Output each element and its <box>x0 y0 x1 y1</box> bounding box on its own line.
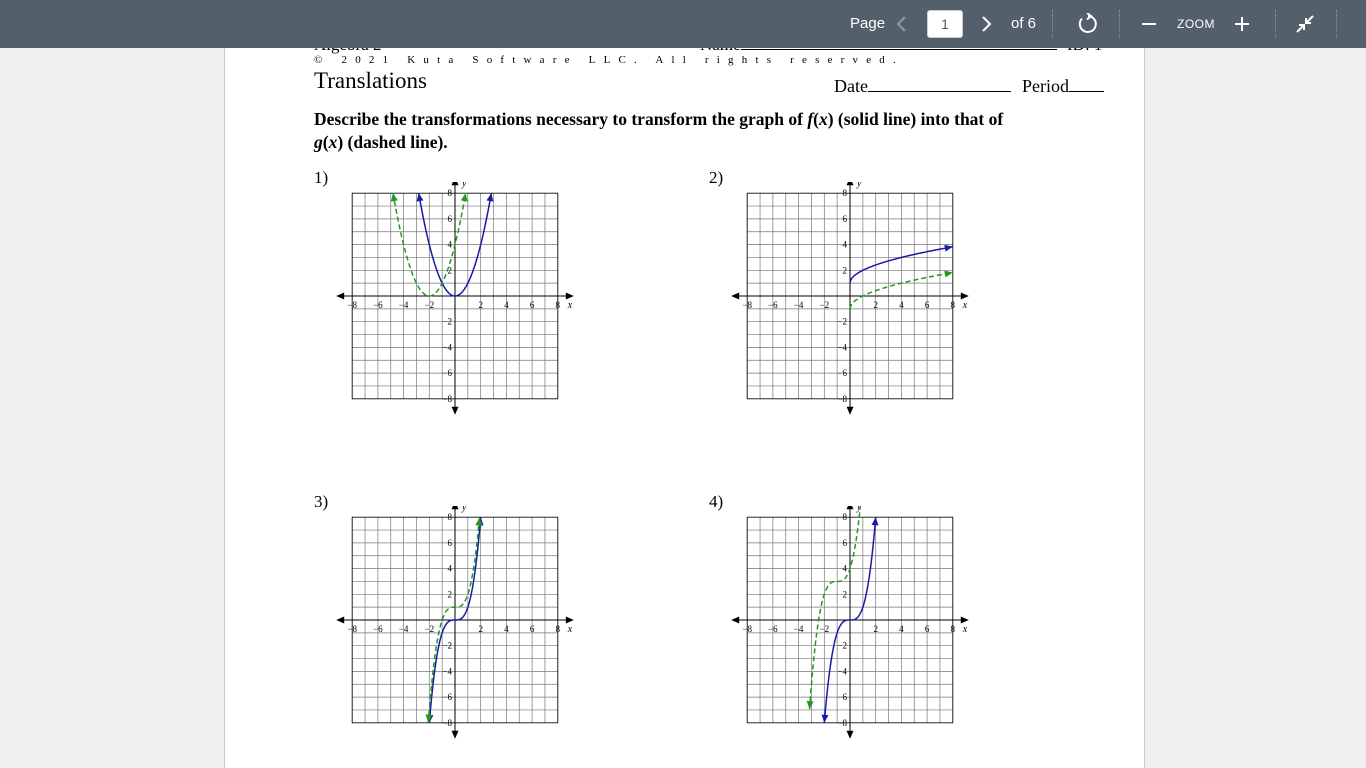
x-axis-arrow <box>566 617 574 624</box>
graph-1 <box>336 182 576 422</box>
x-axis-label: x <box>962 300 968 311</box>
y-tick-label: 8 <box>447 512 452 523</box>
zoom-label: ZOOM <box>1177 17 1215 31</box>
toolbar-divider <box>1119 10 1120 38</box>
x-tick-label: 4 <box>899 300 904 310</box>
toolbar-divider <box>1275 10 1276 38</box>
x-axis-arrow <box>731 293 739 300</box>
period-field: Period <box>1022 75 1104 97</box>
page-count-label: of 6 <box>1011 15 1037 32</box>
x-tick-label: 8 <box>555 300 561 310</box>
curve-arrow <box>944 245 952 252</box>
y-tick-label: −4 <box>442 342 452 353</box>
y-tick-label: −6 <box>442 692 452 703</box>
x-tick-label: 6 <box>529 300 535 310</box>
x-axis-arrow <box>566 293 574 300</box>
y-tick-label: 8 <box>447 188 452 199</box>
plus-icon <box>1234 16 1250 32</box>
rotate-icon <box>1076 13 1098 35</box>
x-tick-label: 6 <box>924 624 930 634</box>
x-tick-label: −6 <box>373 624 383 634</box>
y-tick-label: −4 <box>442 666 452 677</box>
collapse-icon <box>1295 14 1315 34</box>
zoom-in-button[interactable] <box>1226 8 1258 40</box>
problem-number: 4) <box>709 492 724 511</box>
y-tick-label: 4 <box>842 563 847 574</box>
y-tick-label: 4 <box>842 239 847 250</box>
y-tick-label: 8 <box>842 512 847 523</box>
graph-3 <box>336 506 576 746</box>
x-tick-label: 8 <box>950 300 956 310</box>
x-tick-label: −2 <box>819 624 830 634</box>
x-tick-label: −4 <box>398 300 409 310</box>
y-tick-label: −8 <box>442 717 452 728</box>
curve-arrow <box>391 193 398 201</box>
x-tick-label: −8 <box>347 624 357 634</box>
x-axis-arrow <box>336 293 344 300</box>
toolbar-divider <box>1336 10 1337 38</box>
previous-page-button[interactable] <box>886 8 918 40</box>
y-axis-arrow <box>847 407 854 415</box>
y-tick-label: −2 <box>442 316 452 327</box>
y-axis-label: y <box>462 506 467 514</box>
x-axis-arrow <box>961 293 969 300</box>
chevron-right-icon <box>978 16 994 32</box>
y-tick-label: 2 <box>447 265 452 276</box>
chevron-left-icon <box>894 16 910 32</box>
curve-arrow <box>461 193 468 201</box>
y-tick-label: 2 <box>447 589 452 600</box>
x-tick-label: −8 <box>347 300 357 310</box>
x-tick-label: −6 <box>373 300 383 310</box>
x-tick-label: −2 <box>424 624 435 634</box>
y-tick-label: −2 <box>442 640 452 651</box>
next-page-button[interactable] <box>970 8 1002 40</box>
curve-arrow <box>944 270 952 277</box>
curve-arrow <box>807 701 814 709</box>
x-tick-label: −2 <box>424 300 435 310</box>
x-tick-label: 4 <box>504 624 509 634</box>
rotate-button[interactable] <box>1071 8 1103 40</box>
worksheet-page <box>224 30 1145 768</box>
x-tick-label: −4 <box>793 300 804 310</box>
y-axis-arrow <box>847 731 854 739</box>
y-tick-label: −8 <box>442 393 452 404</box>
x-tick-label: 2 <box>478 624 483 634</box>
x-axis-arrow <box>336 617 344 624</box>
y-tick-label: 4 <box>447 239 452 250</box>
y-tick-label: 8 <box>842 188 847 199</box>
graph-4 <box>731 506 971 746</box>
y-axis-arrow <box>452 506 459 509</box>
y-tick-label: −2 <box>837 640 847 651</box>
x-tick-label: 2 <box>478 300 483 310</box>
x-tick-label: 4 <box>899 624 904 634</box>
x-tick-label: 4 <box>504 300 509 310</box>
x-tick-label: 8 <box>555 624 561 634</box>
x-axis-label: x <box>567 300 573 311</box>
x-tick-label: −6 <box>768 300 778 310</box>
y-tick-label: −2 <box>837 316 847 327</box>
pdf-toolbar <box>0 0 1366 48</box>
x-axis-arrow <box>961 617 969 624</box>
y-tick-label: 2 <box>842 265 847 276</box>
y-tick-label: −6 <box>442 368 452 379</box>
x-tick-label: −2 <box>819 300 830 310</box>
x-tick-label: −8 <box>742 300 752 310</box>
x-tick-label: 6 <box>529 624 535 634</box>
toolbar-divider <box>1052 10 1053 38</box>
y-tick-label: −8 <box>837 393 847 404</box>
x-tick-label: −8 <box>742 624 752 634</box>
problem-number: 2) <box>709 168 724 187</box>
y-tick-label: −4 <box>837 342 847 353</box>
y-tick-label: 6 <box>842 213 847 224</box>
y-axis-arrow <box>452 731 459 739</box>
curve-arrow <box>417 193 424 201</box>
x-tick-label: 6 <box>924 300 930 310</box>
y-axis-label: y <box>857 182 862 190</box>
x-tick-label: −6 <box>768 624 778 634</box>
y-axis-arrow <box>452 407 459 415</box>
copyright-line: © 2021 Kuta Software LLC. All rights reserved. <box>314 54 904 66</box>
x-axis-arrow <box>731 617 739 624</box>
zoom-out-button[interactable] <box>1133 8 1165 40</box>
y-axis-arrow <box>452 182 459 185</box>
date-field: Date <box>834 75 1011 97</box>
y-axis-label: y <box>462 182 467 190</box>
page-number-input[interactable] <box>927 10 963 38</box>
curve-arrow <box>487 193 494 201</box>
worksheet-title: Translations <box>314 68 427 93</box>
x-axis-label: x <box>962 624 968 635</box>
x-tick-label: 2 <box>873 624 878 634</box>
page-label: Page <box>850 15 886 32</box>
problem-number: 3) <box>314 492 329 511</box>
x-tick-label: −4 <box>398 624 409 634</box>
y-axis-arrow <box>847 506 854 509</box>
y-tick-label: 2 <box>842 589 847 600</box>
y-tick-label: −4 <box>837 666 847 677</box>
y-tick-label: −6 <box>837 368 847 379</box>
x-tick-label: 2 <box>873 300 878 310</box>
y-tick-label: 4 <box>447 563 452 574</box>
minus-icon <box>1141 16 1157 32</box>
x-tick-label: −4 <box>793 624 804 634</box>
x-tick-label: 8 <box>950 624 956 634</box>
y-tick-label: 6 <box>842 537 847 548</box>
exit-fullscreen-button[interactable] <box>1289 8 1321 40</box>
y-tick-label: −6 <box>837 692 847 703</box>
x-axis-label: x <box>567 624 573 635</box>
instructions: Describe the transformations necessary to transform the graph of f(x) (solid line) into that of g(x) (dashed line). <box>314 109 1004 152</box>
y-tick-label: 6 <box>447 213 452 224</box>
y-axis-label: y <box>857 506 862 514</box>
y-tick-label: 6 <box>447 537 452 548</box>
problem-number: 1) <box>314 168 329 187</box>
y-tick-label: −8 <box>837 717 847 728</box>
graph-2 <box>731 182 971 422</box>
y-axis-arrow <box>847 182 854 185</box>
